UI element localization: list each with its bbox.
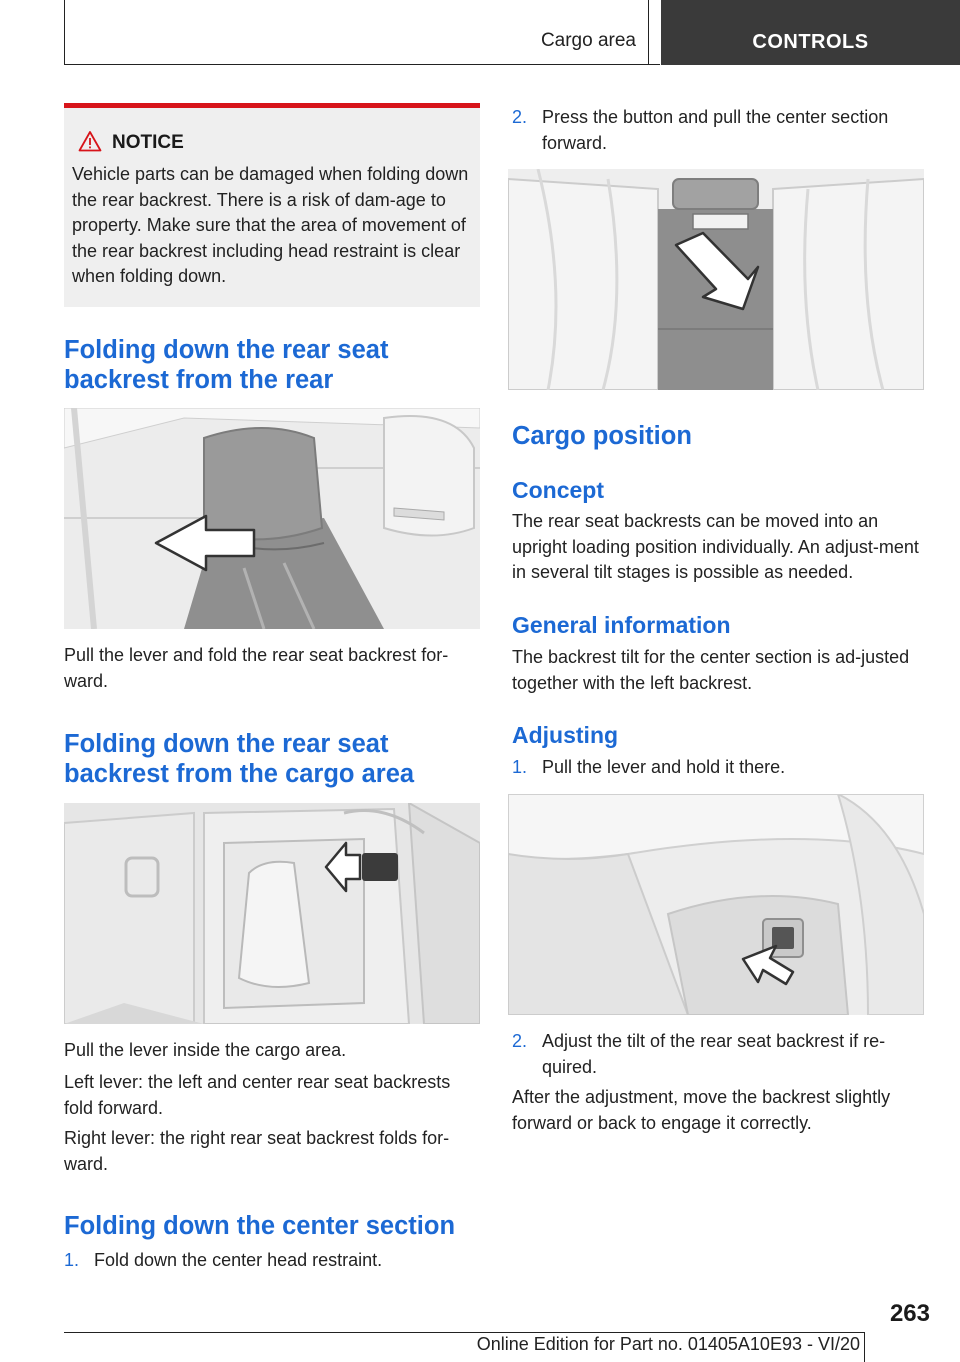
heading-fold-from-cargo: Folding down the rear seat backrest from the cargo area [64, 730, 415, 788]
header-rule-mid [648, 0, 649, 64]
heading-concept: Concept [512, 477, 604, 503]
heading-cargo-position: Cargo position [512, 422, 692, 450]
step-text: Adjust the tilt of the rear seat backrest if re-quired. [542, 1031, 886, 1077]
figure-center-section [508, 169, 924, 390]
heading-general-information: General information [512, 612, 731, 638]
notice-text: Vehicle parts can be damaged when folding down the rear backrest. There is a risk of dam-age to property. Make sure that the area of movement of the rear backrest including head restraint is clear when folding down. [72, 164, 469, 286]
paragraph-after-adjustment: After the adjustment, move the backrest slightly forward or back to engage it correctly. [512, 1087, 891, 1133]
paragraph-right-lever: Right lever: the right rear seat backrest folds for-ward. [64, 1128, 450, 1174]
notice-box [64, 103, 480, 307]
step-adjust-1 [512, 755, 924, 781]
page-number: 263 [889, 1300, 930, 1327]
footer-edition: Online Edition for Part no. 01405A10E93 - VI/20 [476, 1334, 860, 1354]
header-chapter-tab: CONTROLS [661, 0, 960, 65]
step-number: 1. [512, 757, 528, 777]
figure-cargo-area-lever [64, 803, 480, 1024]
heading-fold-center-section: Folding down the center section [64, 1212, 456, 1240]
header-section-title: Cargo area [540, 30, 636, 51]
step-number: 2. [512, 1031, 528, 1051]
paragraph-general-information: The backrest tilt for the center section is ad-justed together with the left backrest. [512, 647, 910, 693]
paragraph-left-lever: Left lever: the left and center rear seat backrests fold forward. [64, 1072, 451, 1118]
heading-fold-from-rear: Folding down the rear seat backrest from the rear [64, 336, 389, 394]
figure-rear-seat-lever [64, 408, 480, 629]
footer-rule [64, 1332, 864, 1333]
step-adjust-2 [512, 1029, 924, 1081]
header-rule-left [64, 0, 65, 64]
warning-icon [78, 130, 102, 152]
paragraph-concept: The rear seat backrests can be moved into an upright loading position individually. An adjust-ment in several tilt stages is possible as needed. [512, 511, 919, 582]
step-text: Pull the lever and hold it there. [542, 757, 786, 777]
step-text: Fold down the center head restraint. [94, 1250, 383, 1270]
heading-adjusting: Adjusting [512, 722, 619, 748]
step-center-2 [512, 105, 924, 157]
notice-title-text: NOTICE [112, 132, 184, 153]
step-center-1 [64, 1248, 480, 1274]
footer-rule-vertical [864, 1332, 865, 1362]
paragraph-cargo-lever: Pull the lever inside the cargo area. [64, 1040, 347, 1060]
header-rule-bottom [64, 64, 660, 65]
notice-title [112, 132, 472, 154]
paragraph-fold-from-rear: Pull the lever and fold the rear seat backrest for-ward. [64, 645, 449, 691]
step-number: 1. [64, 1250, 80, 1270]
figure-adjust-lever [508, 794, 924, 1015]
step-text: Press the button and pull the center section forward. [542, 107, 889, 153]
step-number: 2. [512, 107, 528, 127]
